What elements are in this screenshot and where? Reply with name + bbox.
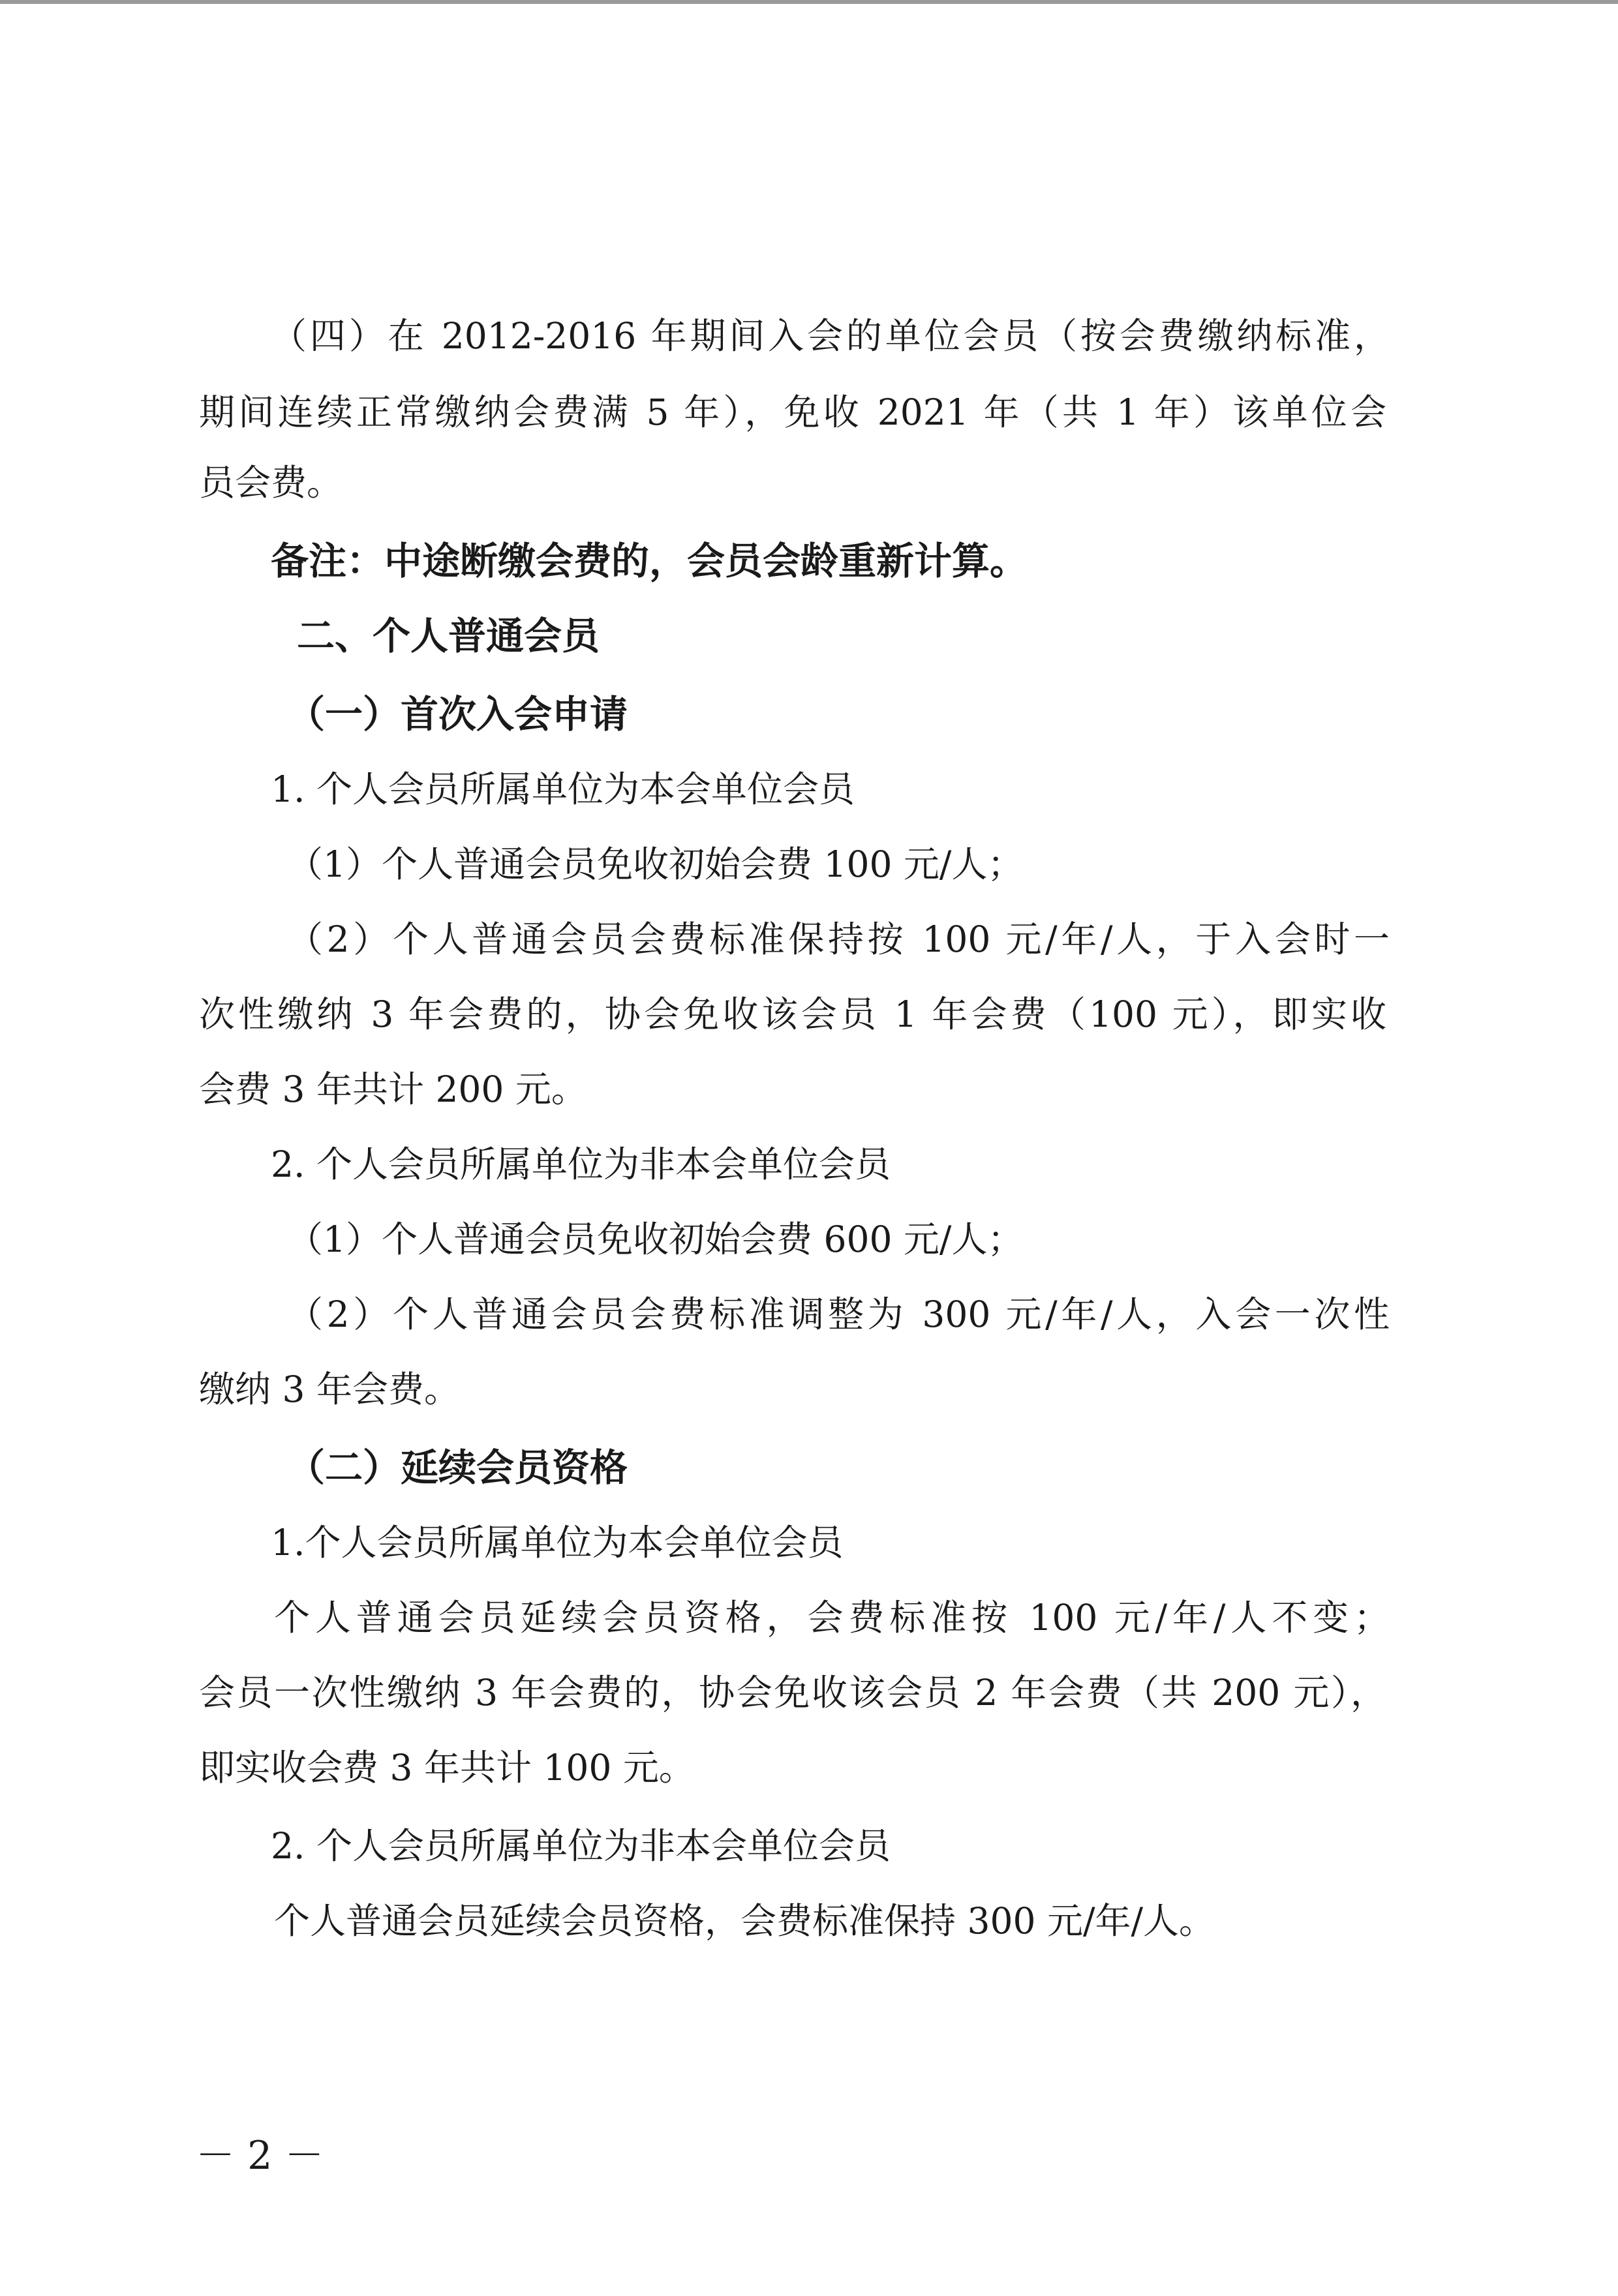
section-heading-individual-members: 二、个人普通会员 xyxy=(297,614,600,658)
item-1-1-text: （1）个人普通会员免收初始会费 100 元/人； xyxy=(287,843,1024,885)
item-2-2-line-2: 缴纳 3 年会费。 xyxy=(199,1368,460,1410)
item-1-2-line-1: （2）个人普通会员会费标准保持按 100 元/年/人，于入会时一 xyxy=(287,918,1390,960)
item-3-heading: 1.个人会员所属单位为本会单位会员 xyxy=(271,1522,844,1563)
paragraph-4-line-3: 员会费。 xyxy=(199,462,343,504)
top-edge-rule xyxy=(0,0,1618,4)
note-text: 备注：中途断缴会费的，会员会龄重新计算。 xyxy=(271,539,1028,583)
paragraph-4-line-2: 期间连续正常缴纳会费满 5 年），免收 2021 年（共 1 年）该单位会 xyxy=(199,391,1386,433)
item-1-heading: 1. 个人会员所属单位为本会单位会员 xyxy=(271,768,855,810)
item-4-heading: 2. 个人会员所属单位为非本会单位会员 xyxy=(271,1825,891,1867)
page-number: － 2 － xyxy=(196,2133,324,2179)
paragraph-4-line-1: （四）在 2012-2016 年期间入会的单位会员（按会费缴纳标准， xyxy=(271,315,1390,357)
item-4-body: 个人普通会员延续会员资格，会费标准保持 300 元/年/人。 xyxy=(274,1900,1215,1942)
item-2-heading: 2. 个人会员所属单位为非本会单位会员 xyxy=(271,1143,891,1185)
item-3-body-line-3: 即实收会费 3 年共计 100 元。 xyxy=(199,1747,695,1789)
item-2-1-text: （1）个人普通会员免收初始会费 600 元/人； xyxy=(287,1218,1024,1260)
item-1-2-line-3: 会费 3 年共计 200 元。 xyxy=(199,1068,587,1110)
item-1-2-line-2: 次性缴纳 3 年会费的，协会免收该会员 1 年会费（100 元），即实收 xyxy=(199,993,1386,1035)
subsection-heading-first-application: （一）首次入会申请 xyxy=(287,692,628,736)
subsection-heading-renewal: （二）延续会员资格 xyxy=(287,1445,628,1490)
item-3-body-line-2: 会员一次性缴纳 3 年会费的，协会免收该会员 2 年会费（共 200 元）， xyxy=(199,1672,1386,1714)
item-2-2-line-1: （2）个人普通会员会费标准调整为 300 元/年/人，入会一次性 xyxy=(287,1293,1390,1335)
item-3-body-line-1: 个人普通会员延续会员资格，会费标准按 100 元/年/人不变； xyxy=(274,1597,1390,1639)
